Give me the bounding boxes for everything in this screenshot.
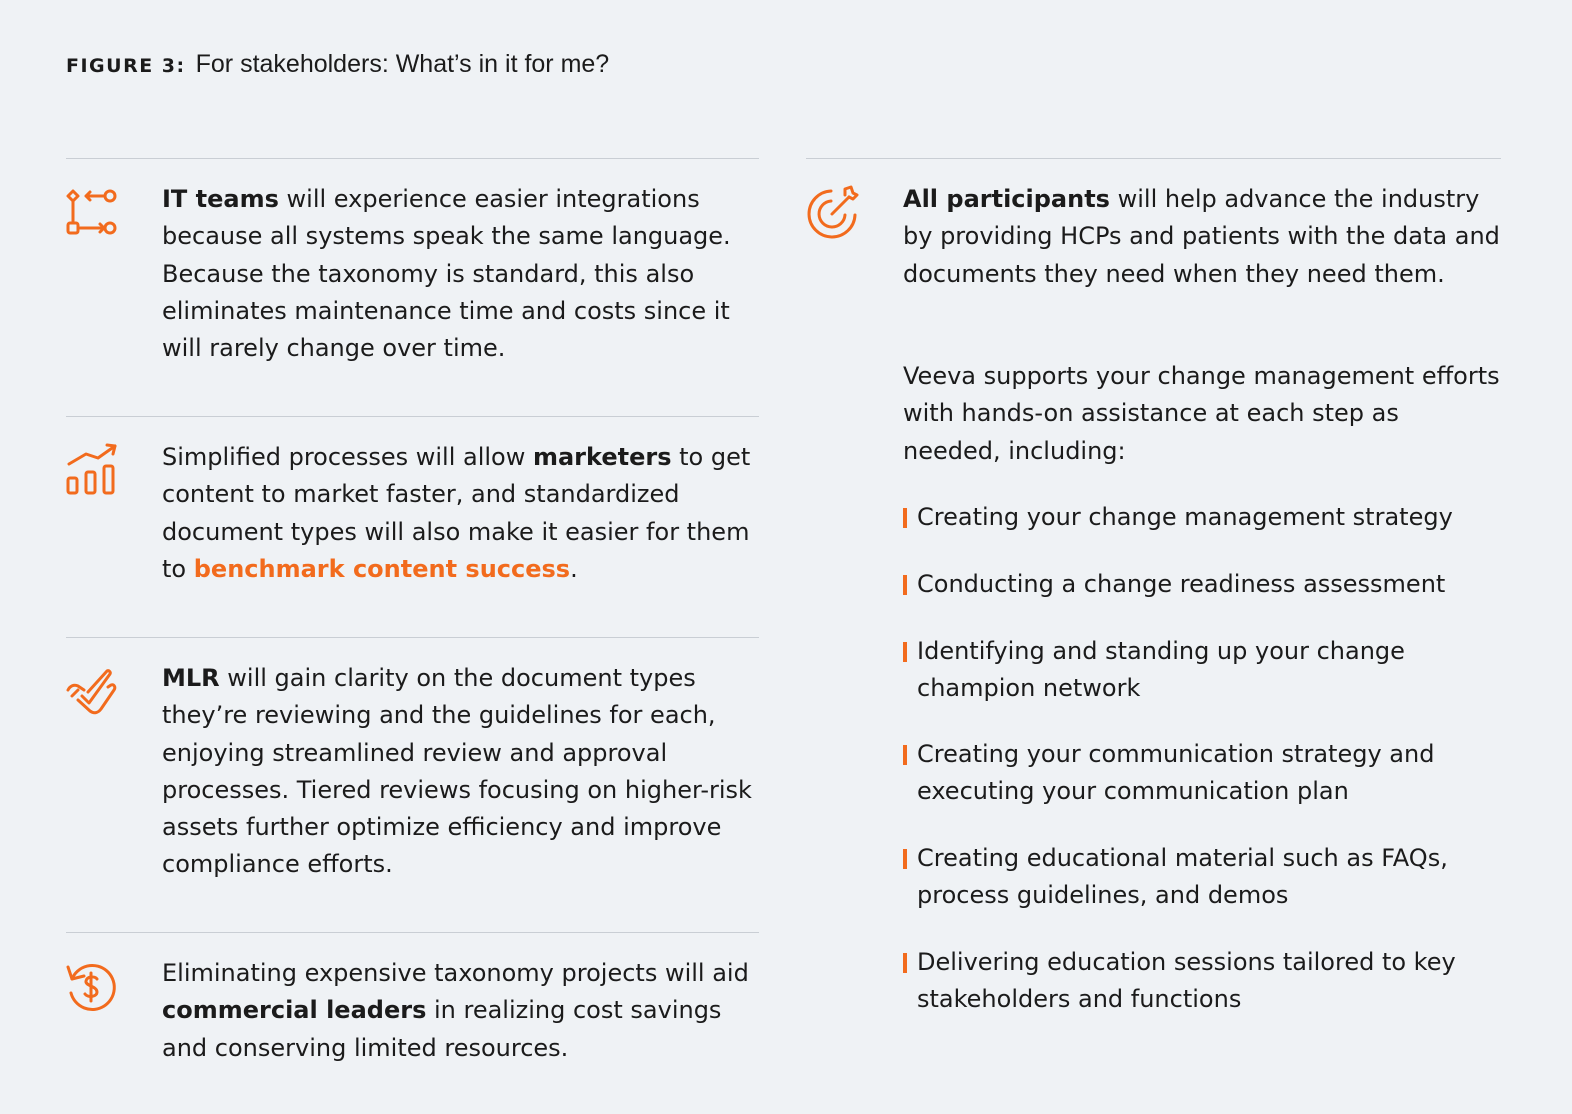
- bullet-marker: [903, 745, 907, 765]
- divider: [66, 637, 759, 638]
- figure-title: For stakeholders: What’s in it for me?: [195, 50, 610, 78]
- commercial-leaders-text: Eliminating expensive taxonomy projects will aid commercial leaders in realizing cost savings and conserving limited resources.: [162, 959, 749, 1062]
- divider: [66, 932, 759, 933]
- growth-chart-icon: [64, 442, 118, 496]
- veeva-support-text: Veeva supports your change management efforts with hands-on assistance at each step as needed, including:: [903, 362, 1500, 465]
- marketers-text: Simplified processes will allow marketers to get content to market faster, and standardized document types will also make it easier for them to benchmark content success.: [162, 443, 751, 583]
- all-participants-bold: All participants: [903, 185, 1110, 213]
- bullet-marker: [903, 575, 907, 595]
- it-teams-text: IT teams will experience easier integrations because all systems speak the same language. Because the taxonomy is standard, this also eliminates maintenance time and costs since it will rarely change over time.: [162, 185, 731, 363]
- list-item: Creating your communication strategy and executing your communication plan: [903, 736, 1503, 811]
- target-arrow-icon: [805, 185, 859, 239]
- figure-label: FIGURE 3:: [66, 55, 186, 77]
- bullet-marker: [903, 508, 907, 528]
- commercial-leaders-bold: commercial leaders: [162, 996, 427, 1025]
- divider: [806, 158, 1501, 159]
- mlr-text: MLR will gain clarity on the document types they’re reviewing and the guidelines for each, enjoying streamlined review and approval processes. Tiered reviews focusing on higher-risk assets further optimize efficiency and improve compliance efforts.: [162, 664, 752, 879]
- all-participants-text: All participants will help advance the industry by providing HCPs and patients with the data and documents they need when they need them.: [903, 185, 1500, 288]
- benchmark-link[interactable]: benchmark content success: [193, 554, 571, 583]
- marketers-bold: marketers: [532, 443, 672, 471]
- checkmark-hand-icon: [64, 666, 118, 720]
- list-item: Conducting a change readiness assessment: [903, 566, 1503, 603]
- figure-heading: [66, 48, 609, 82]
- workflow-icon: [64, 187, 118, 241]
- list-item: Delivering education sessions tailored to key stakeholders and functions: [903, 944, 1503, 1019]
- bullet-marker: [903, 849, 907, 869]
- list-item: Creating your change management strategy: [903, 499, 1503, 536]
- dollar-refresh-icon: [64, 961, 118, 1015]
- bullet-marker: [903, 642, 907, 662]
- it-teams-bold: IT teams: [162, 185, 279, 213]
- divider: [66, 416, 759, 417]
- list-item: Creating educational material such as FAQs, process guidelines, and demos: [903, 840, 1503, 915]
- divider: [66, 158, 759, 159]
- list-item: Identifying and standing up your change champion network: [903, 633, 1503, 708]
- bullet-marker: [903, 953, 907, 973]
- mlr-bold: MLR: [162, 664, 220, 692]
